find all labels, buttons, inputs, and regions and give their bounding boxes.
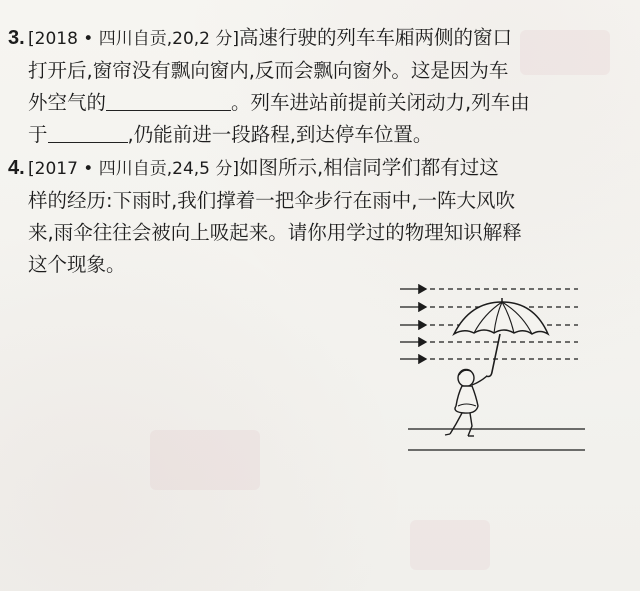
question-3-line-1: [8, 22, 618, 55]
question-4-number: 4.: [8, 157, 25, 179]
faint-stamp-mark: [410, 520, 490, 570]
question-3-line-3: [8, 87, 618, 119]
girl-figure: [445, 370, 487, 437]
question-4-source: [2017 • 四川自贡,24,5 分]: [28, 159, 240, 179]
question-3-text: 。列车进站前提前关闭动力,列车由: [231, 91, 530, 114]
question-4-line-3: 来,雨伞往往会被向上吸起来。请你用学过的物理知识解释: [28, 221, 522, 244]
faint-stamp-mark: [150, 430, 260, 490]
answer-blank-2[interactable]: [48, 120, 128, 143]
umbrella-diagram: [400, 272, 590, 462]
question-4-line-4: 这个现象。: [28, 253, 126, 276]
question-3-text: 于: [28, 123, 48, 146]
question-3-number: 3.: [8, 27, 25, 49]
question-4-line-2: 样的经历:下雨时,我们撑着一把伞步行在雨中,一阵大风吹: [28, 189, 515, 212]
question-3: [8, 22, 618, 151]
question-4: [8, 152, 618, 281]
question-3-line-2: 打开后,窗帘没有飘向窗内,反而会飘向窗外。这是因为车: [28, 59, 509, 82]
answer-blank-1[interactable]: [106, 88, 231, 111]
question-3-line-4: [8, 119, 618, 151]
question-3-text: 高速行驶的列车车厢两侧的窗口: [239, 26, 513, 49]
question-3-text: 外空气的: [28, 91, 107, 114]
ground-lines: [408, 429, 585, 450]
umbrella-wind-figure: [400, 272, 590, 462]
umbrella-icon: [454, 298, 548, 377]
question-3-source: [2018 • 四川自贡,20,2 分]: [28, 29, 240, 49]
question-4-line-1: [8, 152, 618, 185]
question-3-text: ,仍能前进一段路程,到达停车位置。: [127, 123, 433, 146]
question-4-text: 如图所示,相信同学们都有过这: [239, 156, 499, 179]
